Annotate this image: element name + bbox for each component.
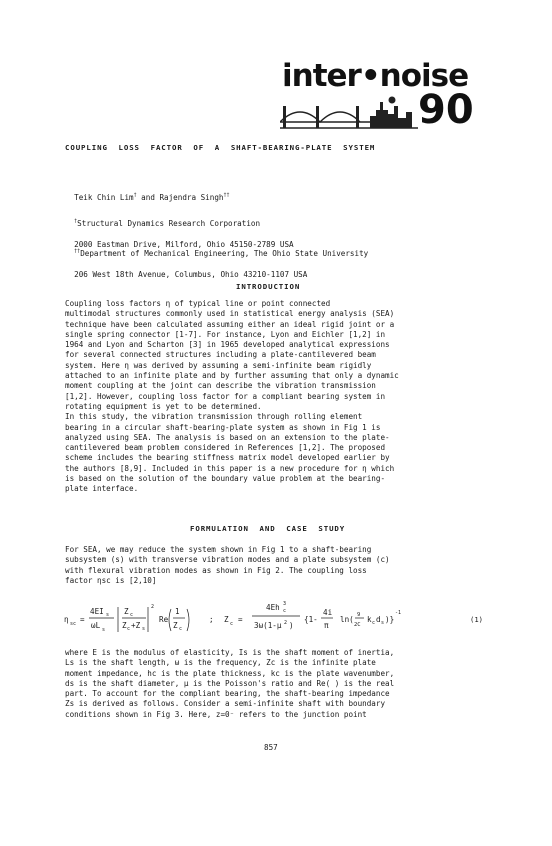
svg-text:4EI: 4EI bbox=[90, 607, 104, 616]
body-line: single spring connector [1-7]. For instance, Lyon and Eichler [1,2] in bbox=[65, 329, 386, 339]
affiliation-1-name: Structural Dynamics Research Corporation bbox=[77, 219, 261, 229]
svg-text:π: π bbox=[324, 621, 329, 630]
svg-text:Re: Re bbox=[159, 615, 169, 624]
svg-text:): ) bbox=[289, 621, 294, 630]
svg-text:=: = bbox=[80, 615, 85, 624]
svg-text:9: 9 bbox=[357, 612, 361, 618]
body-line: cantilevered beam problem considered in References [1,2]. The proposed bbox=[65, 443, 386, 453]
body-line: subsystem (s) with transverse vibration modes and a plate subsystem (c) bbox=[65, 555, 390, 565]
body-line: where E is the modulus of elasticity, Is is the shaft moment of inertia, bbox=[65, 648, 395, 657]
svg-text:η: η bbox=[64, 615, 69, 624]
svg-text:4i: 4i bbox=[323, 608, 333, 617]
equation-1 bbox=[62, 592, 502, 644]
logo-wordmark: inter•noise bbox=[282, 58, 469, 94]
equation-number: (1) bbox=[470, 615, 483, 624]
body-line: Ls is the shaft length, ω is the frequency, Zc is the infinite plate bbox=[65, 658, 376, 668]
affiliation-1-mark: † bbox=[74, 218, 78, 225]
svg-text:ln(: ln( bbox=[340, 615, 354, 624]
svg-text:c: c bbox=[230, 621, 234, 627]
page-number: 857 bbox=[264, 743, 278, 752]
svg-text:2: 2 bbox=[284, 620, 288, 626]
svg-text:2C: 2C bbox=[354, 622, 361, 628]
author-2-mark: †† bbox=[223, 192, 230, 199]
body-line: Coupling loss factors η of typical line or point connected bbox=[65, 299, 331, 308]
body-line: bearing in a circular shaft-bearing-plate system as shown in Fig 1 is bbox=[65, 422, 381, 432]
body-line: moment impedance, hc is the plate thickness, kc is the plate wavenumber, bbox=[65, 668, 395, 678]
svg-text:k: k bbox=[367, 615, 372, 624]
section-heading-introduction: INTRODUCTION bbox=[236, 282, 301, 291]
svg-text:Z: Z bbox=[124, 607, 129, 616]
paper-title: COUPLING LOSS FACTOR OF A SHAFT-BEARING-PLATE SYSTEM bbox=[65, 143, 376, 152]
svg-text:c: c bbox=[127, 626, 131, 632]
body-line: system. Here η was derived by assuming a semi-infinite beam rigidly bbox=[65, 360, 372, 370]
author-connector: and Rajendra Singh bbox=[136, 193, 224, 203]
body-line: ds is the shaft diameter, μ is the Poisson's ratio and Re( ) is the real bbox=[65, 678, 395, 688]
svg-text:=: = bbox=[238, 615, 243, 624]
svg-text:3ω(1-μ: 3ω(1-μ bbox=[254, 621, 282, 630]
svg-text:Z: Z bbox=[173, 621, 178, 630]
body-line: the authors [8,9]. Included in this paper is a new procedure for η which bbox=[65, 463, 395, 473]
svg-text:Z: Z bbox=[122, 621, 127, 630]
svg-text:1: 1 bbox=[175, 607, 180, 616]
svg-text:s: s bbox=[102, 627, 106, 633]
svg-text:d: d bbox=[376, 615, 381, 624]
svg-text:Z: Z bbox=[224, 615, 229, 624]
svg-text:{1-: {1- bbox=[304, 615, 318, 624]
introduction-body bbox=[65, 299, 484, 495]
author-1: Teik Chin Lim bbox=[74, 193, 134, 203]
author-1-mark: † bbox=[133, 192, 137, 199]
svg-text:;: ; bbox=[209, 615, 214, 624]
body-line: For SEA, we may reduce the system shown in Fig 1 to a shaft-bearing bbox=[65, 545, 372, 554]
svg-text:3: 3 bbox=[283, 601, 287, 607]
body-line: with flexural vibration modes as shown in Fig 2. The coupling loss bbox=[65, 565, 367, 575]
body-line: for several connected structures including a plate-cantilevered beam bbox=[65, 350, 376, 360]
svg-text:4Eh: 4Eh bbox=[266, 603, 280, 612]
affiliation-2 bbox=[65, 239, 368, 280]
svg-text:+Z: +Z bbox=[131, 621, 141, 630]
body-line: moment coupling at the joint can describe the vibration transmission bbox=[65, 381, 376, 391]
svg-text:sc: sc bbox=[70, 621, 77, 627]
svg-text:2: 2 bbox=[151, 604, 155, 610]
body-line: rotating equipment is yet to be determined. bbox=[65, 401, 262, 411]
logo-year: 90 bbox=[418, 87, 474, 133]
formulation-body bbox=[65, 545, 484, 586]
body-line: factor ηsc is [2,10] bbox=[65, 575, 157, 585]
svg-text:ωL: ωL bbox=[91, 621, 101, 630]
body-line: part. To account for the compliant bearing, the shaft-bearing impedance bbox=[65, 689, 390, 699]
affiliation-1-address: 2000 Eastman Drive, Milford, Ohio 45150-2789 USA bbox=[74, 239, 294, 249]
body-line: In this study, the vibration transmission through rolling element bbox=[65, 412, 363, 422]
body-line: conditions shown in Fig 3. Here, z=0⁻ refers to the junction point bbox=[65, 709, 367, 719]
section-heading-formulation: FORMULATION AND CASE STUDY bbox=[190, 524, 346, 533]
body-line: scheme includes the bearing stiffness matrix model developed earlier by bbox=[65, 453, 390, 463]
svg-text:c: c bbox=[283, 608, 287, 614]
body-line: attached to an infinite plate and by further assuming that only a dynamic bbox=[65, 371, 399, 381]
affiliation-2-mark: †† bbox=[74, 248, 81, 255]
svg-text:c: c bbox=[130, 612, 134, 618]
affiliation-2-address: 206 West 18th Avenue, Columbus, Ohio 43210-1107 USA bbox=[74, 269, 308, 279]
body-line: multimodal structures commonly used in statistical energy analysis (SEA) bbox=[65, 309, 395, 319]
formulation-body-continued bbox=[65, 648, 484, 720]
svg-text:-1: -1 bbox=[395, 610, 402, 616]
body-line: plate interface. bbox=[65, 484, 139, 494]
affiliation-2-name: Department of Mechanical Engineering, The Ohio State University bbox=[80, 249, 369, 259]
author-line bbox=[65, 183, 230, 204]
body-line: technique have been calculated assuming either an ideal rigid joint or a bbox=[65, 319, 395, 329]
body-line: 1964 and Lyon and Scharton [3] in 1965 developed analytical expressions bbox=[65, 340, 390, 350]
svg-text:s: s bbox=[106, 612, 110, 618]
body-line: Zs is derived as follows. Consider a semi-infinite shaft with boundary bbox=[65, 699, 386, 709]
body-line: analyzed using SEA. The analysis is based on an extension to the plate- bbox=[65, 432, 390, 442]
svg-text:c: c bbox=[372, 620, 376, 626]
skyline-graphic bbox=[280, 92, 418, 130]
svg-text:c: c bbox=[179, 626, 183, 632]
svg-text:)}: )} bbox=[385, 615, 395, 624]
body-line: [1,2]. However, coupling loss factor for a compliant bearing system in bbox=[65, 391, 386, 401]
body-line: is based on the solution of the boundary value problem at the bearing- bbox=[65, 474, 386, 484]
svg-text:s: s bbox=[381, 620, 385, 626]
svg-text:s: s bbox=[142, 626, 146, 632]
